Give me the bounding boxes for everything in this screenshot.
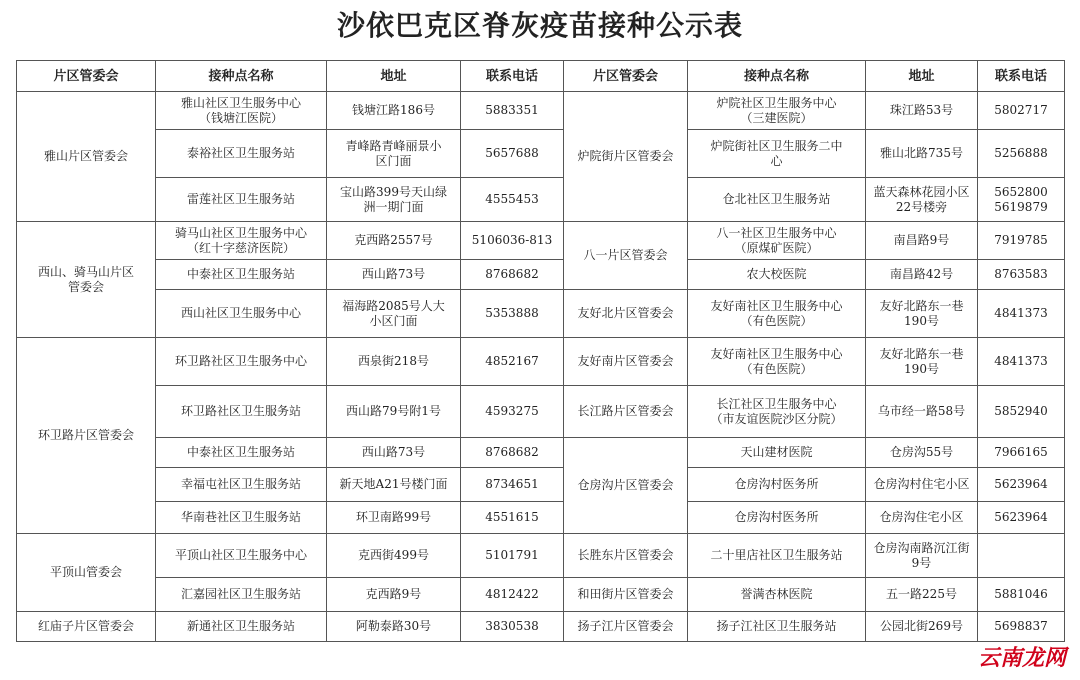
- right-committee-cell: 长胜东片区管委会: [564, 534, 688, 578]
- right-address-cell: 仓房沟住宅小区: [866, 502, 978, 534]
- left-phone-cell: 5101791: [461, 534, 564, 578]
- left-address-cell: 西山路73号: [327, 438, 461, 468]
- header-right-site: 接种点名称: [688, 61, 866, 92]
- right-phone-cell: 8763583: [978, 260, 1065, 290]
- right-site-cell: 友好南社区卫生服务中心 （有色医院）: [688, 290, 866, 338]
- left-phone-cell: 5883351: [461, 92, 564, 130]
- left-committee-cell: 环卫路片区管委会: [17, 338, 156, 534]
- header-left-site: 接种点名称: [156, 61, 327, 92]
- right-phone-cell: 5256888: [978, 130, 1065, 178]
- left-address-cell: 阿勒泰路30号: [327, 612, 461, 642]
- right-phone-cell: 7966165: [978, 438, 1065, 468]
- right-committee-cell: 和田街片区管委会: [564, 578, 688, 612]
- left-site-cell: 雷莲社区卫生服务站: [156, 178, 327, 222]
- table-row: [17, 502, 1065, 534]
- table-row: [17, 130, 1065, 178]
- left-address-cell: 宝山路399号天山绿 洲一期门面: [327, 178, 461, 222]
- left-address-cell: 环卫南路99号: [327, 502, 461, 534]
- table-row: [17, 438, 1065, 468]
- right-site-cell: 誉满杏林医院: [688, 578, 866, 612]
- left-address-cell: 新天地A21号楼门面: [327, 468, 461, 502]
- right-committee-cell: 扬子江片区管委会: [564, 612, 688, 642]
- left-site-cell: 中泰社区卫生服务站: [156, 260, 327, 290]
- right-phone-cell: 5881046: [978, 578, 1065, 612]
- left-site-cell: 华南巷社区卫生服务站: [156, 502, 327, 534]
- right-address-cell: 珠江路53号: [866, 92, 978, 130]
- right-committee-cell: 仓房沟片区管委会: [564, 438, 688, 534]
- left-address-cell: 克西路9号: [327, 578, 461, 612]
- header-left-committee: 片区管委会: [17, 61, 156, 92]
- watermark-logo: 云南龙网: [974, 644, 1070, 674]
- right-phone-cell: 4841373: [978, 338, 1065, 386]
- header-left-phone: 联系电话: [461, 61, 564, 92]
- left-phone-cell: 4555453: [461, 178, 564, 222]
- left-site-cell: 平顶山社区卫生服务中心: [156, 534, 327, 578]
- right-phone-cell: 5698837: [978, 612, 1065, 642]
- right-phone-cell: 5623964: [978, 502, 1065, 534]
- right-address-cell: 蓝天森林花园小区 22号楼旁: [866, 178, 978, 222]
- left-committee-cell: 雅山片区管委会: [17, 92, 156, 222]
- left-address-cell: 西山路73号: [327, 260, 461, 290]
- left-address-cell: 西山路79号附1号: [327, 386, 461, 438]
- right-phone-cell: 5652800 5619879: [978, 178, 1065, 222]
- right-site-cell: 农大校医院: [688, 260, 866, 290]
- right-site-cell: 仓北社区卫生服务站: [688, 178, 866, 222]
- right-address-cell: 乌市经一路58号: [866, 386, 978, 438]
- left-site-cell: 中泰社区卫生服务站: [156, 438, 327, 468]
- table-row: [17, 468, 1065, 502]
- left-phone-cell: 5657688: [461, 130, 564, 178]
- left-phone-cell: 8734651: [461, 468, 564, 502]
- left-address-cell: 钱塘江路186号: [327, 92, 461, 130]
- right-address-cell: 仓房沟南路沉江街 9号: [866, 534, 978, 578]
- right-site-cell: 友好南社区卫生服务中心 （有色医院）: [688, 338, 866, 386]
- right-address-cell: 雅山北路735号: [866, 130, 978, 178]
- right-committee-cell: 长江路片区管委会: [564, 386, 688, 438]
- right-phone-cell: 4841373: [978, 290, 1065, 338]
- left-site-cell: 西山社区卫生服务中心: [156, 290, 327, 338]
- right-site-cell: 天山建材医院: [688, 438, 866, 468]
- right-address-cell: 仓房沟55号: [866, 438, 978, 468]
- left-site-cell: 骑马山社区卫生服务中心 （红十字慈济医院）: [156, 222, 327, 260]
- right-phone-cell: 5852940: [978, 386, 1065, 438]
- table-row: [17, 534, 1065, 578]
- right-site-cell: 长江社区卫生服务中心 （市友谊医院沙区分院）: [688, 386, 866, 438]
- header-right-phone: 联系电话: [978, 61, 1065, 92]
- right-committee-cell: 友好南片区管委会: [564, 338, 688, 386]
- left-phone-cell: 4852167: [461, 338, 564, 386]
- right-address-cell: 南昌路42号: [866, 260, 978, 290]
- right-phone-cell: 5623964: [978, 468, 1065, 502]
- left-phone-cell: 5106036-813: [461, 222, 564, 260]
- table-row: [17, 222, 1065, 260]
- header-right-address: 地址: [866, 61, 978, 92]
- left-site-cell: 汇嘉园社区卫生服务站: [156, 578, 327, 612]
- right-address-cell: 友好北路东一巷 190号: [866, 338, 978, 386]
- right-address-cell: 友好北路东一巷 190号: [866, 290, 978, 338]
- table-row: [17, 612, 1065, 642]
- right-committee-cell: 友好北片区管委会: [564, 290, 688, 338]
- table-row: [17, 178, 1065, 222]
- right-phone-cell: 5802717: [978, 92, 1065, 130]
- header-row: [17, 61, 1065, 92]
- table-row: [17, 338, 1065, 386]
- left-site-cell: 环卫路社区卫生服务站: [156, 386, 327, 438]
- right-site-cell: 八一社区卫生服务中心 （原煤矿医院）: [688, 222, 866, 260]
- left-address-cell: 克西路2557号: [327, 222, 461, 260]
- left-phone-cell: 4812422: [461, 578, 564, 612]
- right-address-cell: 五一路225号: [866, 578, 978, 612]
- right-site-cell: 仓房沟村医务所: [688, 468, 866, 502]
- left-site-cell: 新通社区卫生服务站: [156, 612, 327, 642]
- right-phone-cell: [978, 534, 1065, 578]
- left-address-cell: 克西街499号: [327, 534, 461, 578]
- left-address-cell: 青峰路青峰丽景小 区门面: [327, 130, 461, 178]
- left-phone-cell: 3830538: [461, 612, 564, 642]
- left-site-cell: 幸福屯社区卫生服务站: [156, 468, 327, 502]
- right-site-cell: 炉院街社区卫生服务二中 心: [688, 130, 866, 178]
- right-address-cell: 公园北街269号: [866, 612, 978, 642]
- left-committee-cell: 西山、骑马山片区 管委会: [17, 222, 156, 338]
- table-row: [17, 290, 1065, 338]
- table-row: [17, 92, 1065, 130]
- left-site-cell: 雅山社区卫生服务中心 （钱塘江医院）: [156, 92, 327, 130]
- left-committee-cell: 平顶山管委会: [17, 534, 156, 612]
- right-phone-cell: 7919785: [978, 222, 1065, 260]
- left-committee-cell: 红庙子片区管委会: [17, 612, 156, 642]
- left-phone-cell: 5353888: [461, 290, 564, 338]
- right-address-cell: 仓房沟村住宅小区: [866, 468, 978, 502]
- left-address-cell: 福海路2085号人大 小区门面: [327, 290, 461, 338]
- table-row: [17, 386, 1065, 438]
- left-site-cell: 环卫路社区卫生服务中心: [156, 338, 327, 386]
- left-phone-cell: 4551615: [461, 502, 564, 534]
- right-site-cell: 仓房沟村医务所: [688, 502, 866, 534]
- left-phone-cell: 4593275: [461, 386, 564, 438]
- left-phone-cell: 8768682: [461, 438, 564, 468]
- right-address-cell: 南昌路9号: [866, 222, 978, 260]
- header-left-address: 地址: [327, 61, 461, 92]
- left-site-cell: 泰裕社区卫生服务站: [156, 130, 327, 178]
- table-row: [17, 578, 1065, 612]
- table-row: [17, 260, 1065, 290]
- page-title: 沙依巴克区脊灰疫苗接种公示表: [336, 9, 743, 42]
- right-site-cell: 二十里店社区卫生服务站: [688, 534, 866, 578]
- left-phone-cell: 8768682: [461, 260, 564, 290]
- table-body: [17, 92, 1065, 642]
- vaccination-table: [16, 60, 1065, 642]
- left-address-cell: 西泉街218号: [327, 338, 461, 386]
- header-right-committee: 片区管委会: [564, 61, 688, 92]
- right-committee-cell: 炉院街片区管委会: [564, 92, 688, 222]
- right-site-cell: 炉院社区卫生服务中心 （三建医院）: [688, 92, 866, 130]
- right-committee-cell: 八一片区管委会: [564, 222, 688, 290]
- right-site-cell: 扬子江社区卫生服务站: [688, 612, 866, 642]
